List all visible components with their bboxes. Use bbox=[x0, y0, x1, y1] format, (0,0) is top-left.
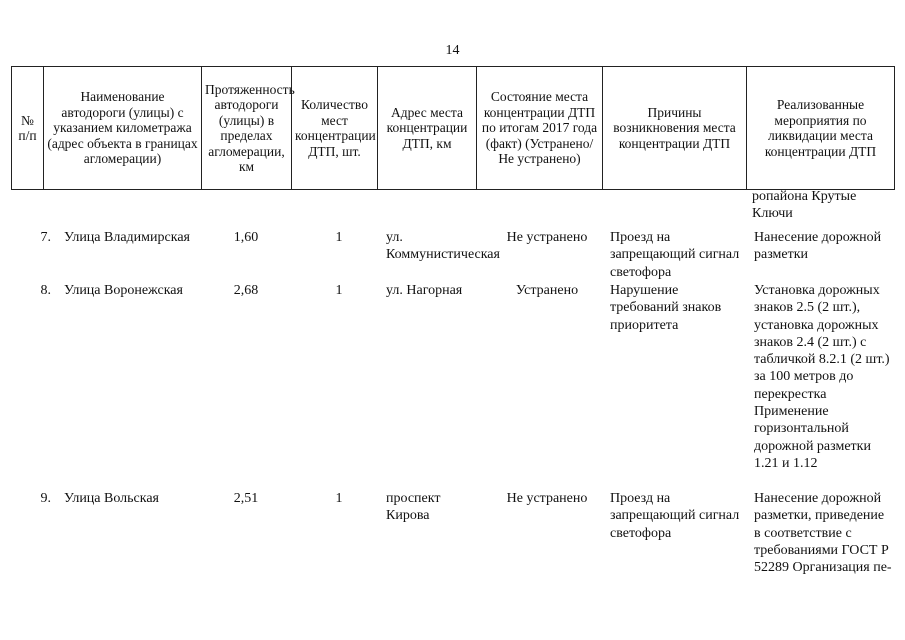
road-name: Улица Воронежская bbox=[64, 283, 183, 298]
spot-causes: Нарушение требований знаков приоритета bbox=[610, 283, 722, 333]
spot-state: Не устранено bbox=[506, 491, 588, 506]
road-length: 1,60 bbox=[233, 230, 259, 245]
spot-causes: Проезд на запрещающий сигнал светофора bbox=[610, 491, 740, 541]
header-state: Состояние места концентрации ДТП по итогам 2017 года (факт) (Устранено/ Не устранено) bbox=[477, 67, 603, 190]
table-header bbox=[11, 66, 895, 190]
spot-address: проспект Кирова bbox=[386, 491, 441, 524]
road-name: Улица Вольская bbox=[64, 491, 159, 506]
accident-spot-count: 1 bbox=[335, 230, 343, 245]
accident-spot-count: 1 bbox=[335, 283, 343, 298]
spot-address: ул. Коммунистическая bbox=[386, 230, 500, 263]
row-number: 9. bbox=[40, 491, 51, 506]
header-length: Протяженность автодороги (улицы) в пределах агломерации, км bbox=[202, 67, 292, 190]
spot-state: Не устранено bbox=[506, 230, 588, 245]
header-causes: Причины возникновения места концентрации ДТП bbox=[603, 67, 747, 190]
road-name: Улица Владимирская bbox=[64, 230, 190, 245]
implemented-measures: Нанесение дорожной разметки bbox=[754, 230, 882, 263]
road-length: 2,68 bbox=[233, 283, 259, 298]
spot-address: ул. Нагорная bbox=[386, 283, 463, 298]
row-number: 7. bbox=[40, 230, 51, 245]
continued-measures-text: ропайона Крутые Ключи bbox=[752, 189, 857, 221]
spot-causes: Проезд на запрещающий сигнал светофора bbox=[610, 230, 740, 280]
header-count: Количество мест концентрации ДТП, шт. bbox=[292, 67, 378, 190]
header-road-name: Наименование автодороги (улицы) с указанием километража (адрес объекта в границах агломерации) bbox=[44, 67, 202, 190]
road-length: 2,51 bbox=[233, 491, 259, 506]
row-number: 8. bbox=[40, 283, 51, 298]
header-address: Адрес места концентрации ДТП, км bbox=[378, 67, 477, 190]
page-number: 14 bbox=[445, 43, 460, 58]
implemented-measures: Установка дорожных знаков 2.5 (2 шт.), установка дорожных знаков 2.4 (2 шт.) с табличкой 8.2.1 (2 шт.) за 100 метров до перекрестка Применение горизонтальной дорожной разметки 1.21 и 1.12 bbox=[754, 283, 890, 471]
header-measures: Реализованные мероприятия по ликвидации места концентрации ДТП bbox=[747, 67, 895, 190]
implemented-measures: Нанесение дорожной разметки, приведение в соответствие с требованиями ГОСТ Р 52289 Организация пе- bbox=[754, 491, 892, 576]
accident-spot-count: 1 bbox=[335, 491, 343, 506]
header-num: № п/п bbox=[12, 67, 44, 190]
spot-state: Устранено bbox=[515, 283, 579, 298]
